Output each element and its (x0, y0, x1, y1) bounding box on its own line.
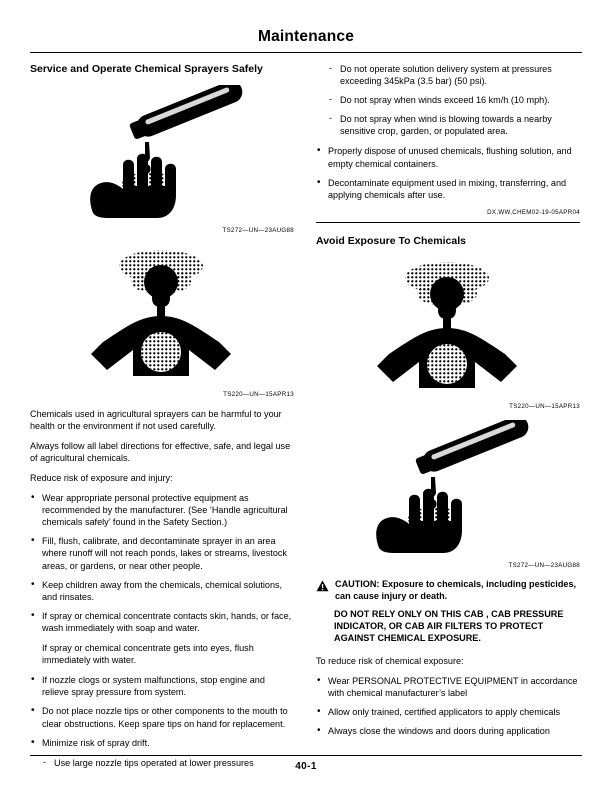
hand-pipette-illustration (343, 420, 553, 555)
list-item: • Decontaminate equipment used in mixing, transferring, and applying chemicals after use. (316, 177, 580, 201)
figure-person-exposure-right (316, 256, 580, 401)
warning-triangle-icon (316, 579, 329, 597)
list-item: • If nozzle clogs or system malfunctions, stop engine and relieve spray pressure from system. (30, 674, 294, 698)
left-bullet-list-continued (30, 674, 294, 748)
list-item: • Keep children away from the chemicals, chemical solutions, and rinsates. (30, 579, 294, 603)
figure-person-exposure (30, 244, 294, 389)
figure-caption-ts272-right: TS272—UN—23AUG88 (508, 562, 580, 570)
right-column (316, 63, 580, 745)
list-item: • Fill, flush, calibrate, and decontaminate sprayer in an area where runoff will not reach ponds, lakes or streams, livestock areas, or gardens, or near other people. (30, 535, 294, 571)
figure-hand-pipette (30, 85, 294, 225)
list-item: • Allow only trained, certified applicators to apply chemicals (316, 706, 580, 718)
caution-notice (316, 579, 580, 603)
paragraph-reduce-exposure-intro: To reduce risk of chemical exposure: (316, 655, 464, 666)
paragraph-chemicals-harmful: Chemicals used in agricultural sprayers can be harmful to your health or the environment if not used carefully. (30, 408, 282, 431)
person-chemical-exposure-illustration (343, 256, 553, 396)
figure-caption-ts220-right: TS220—UN—15APR13 (509, 403, 580, 411)
list-item: • Wear PERSONAL PROTECTIVE EQUIPMENT in accordance with chemical manufacturer’s label (316, 675, 580, 699)
right-bullet-list (316, 675, 580, 737)
caution-label: CAUTION: Exposure to chemicals, including pesticides, can cause injury or death. (335, 579, 577, 602)
section-heading-avoid-exposure: Avoid Exposure To Chemicals (316, 234, 466, 247)
paragraph-reduce-risk: Reduce risk of exposure and injury: (30, 473, 173, 484)
paragraph-follow-label: Always follow all label directions for effective, safe, and legal use of agricultural chemicals. (30, 440, 291, 463)
list-item: - Use large nozzle tips operated at lower pressures (42, 757, 294, 769)
footer-divider (30, 755, 582, 756)
figure-caption-ts220: TS220—UN—15APR13 (223, 390, 294, 398)
person-chemical-exposure-illustration (57, 244, 267, 384)
left-bullet-list (30, 492, 294, 634)
right-dash-list-continued (316, 63, 580, 137)
list-item: • Properly dispose of unused chemicals, flushing solution, and empty chemical containers. (316, 145, 580, 169)
list-item: • Wear appropriate personal protective equipment as recommended by the manufacturer. (See ‘Handle agricultural chemicals safely’ found in the Safety Section.) (30, 492, 294, 528)
figure-caption-ts272: TS272—UN—23AUG88 (222, 226, 294, 234)
right-bullet-list-continued (316, 145, 580, 200)
figure-hand-pipette-right (316, 420, 580, 560)
list-item: - Do not spray when wind is blowing towards a nearby sensitive crop, garden, or populated area. (328, 113, 580, 137)
list-item: • Minimize risk of spray drift. (30, 737, 294, 749)
section-divider (316, 222, 580, 223)
paragraph-eye-flush: If spray or chemical concentrate gets into eyes, flush immediately with water. (42, 643, 254, 666)
page-title: Maintenance (257, 28, 355, 45)
caution-body-text: DO NOT RELY ONLY ON THIS CAB , CAB PRESSURE INDICATOR, OR CAB AIR FILTERS TO PROTECT AGAINST CHEMICAL EXPOSURE. (334, 609, 564, 643)
list-item: • If spray or chemical concentrate contacts skin, hands, or face, wash immediately with soap and water. (30, 610, 294, 634)
section-heading-service-operate: Service and Operate Chemical Sprayers Safely (30, 63, 263, 75)
list-item: • Do not place nozzle tips or other components to the mouth to clear obstructions. Keep spare tips on hand for replacement. (30, 705, 294, 729)
document-reference-code: DX,WW,CHEM02-19-05APR04 (487, 208, 580, 216)
two-column-layout (30, 63, 582, 777)
list-item: - Do not operate solution delivery system at pressures exceeding 345kPa (3.5 bar) (50 psi). (328, 63, 580, 87)
left-column (30, 63, 294, 777)
hand-pipette-illustration (57, 85, 267, 220)
title-divider (30, 52, 582, 53)
list-item: • Always close the windows and doors during application (316, 725, 580, 737)
list-item: - Do not spray when winds exceed 16 km/h (10 mph). (328, 94, 580, 106)
page-footer (30, 755, 582, 772)
page-number: 40-1 (295, 761, 317, 772)
